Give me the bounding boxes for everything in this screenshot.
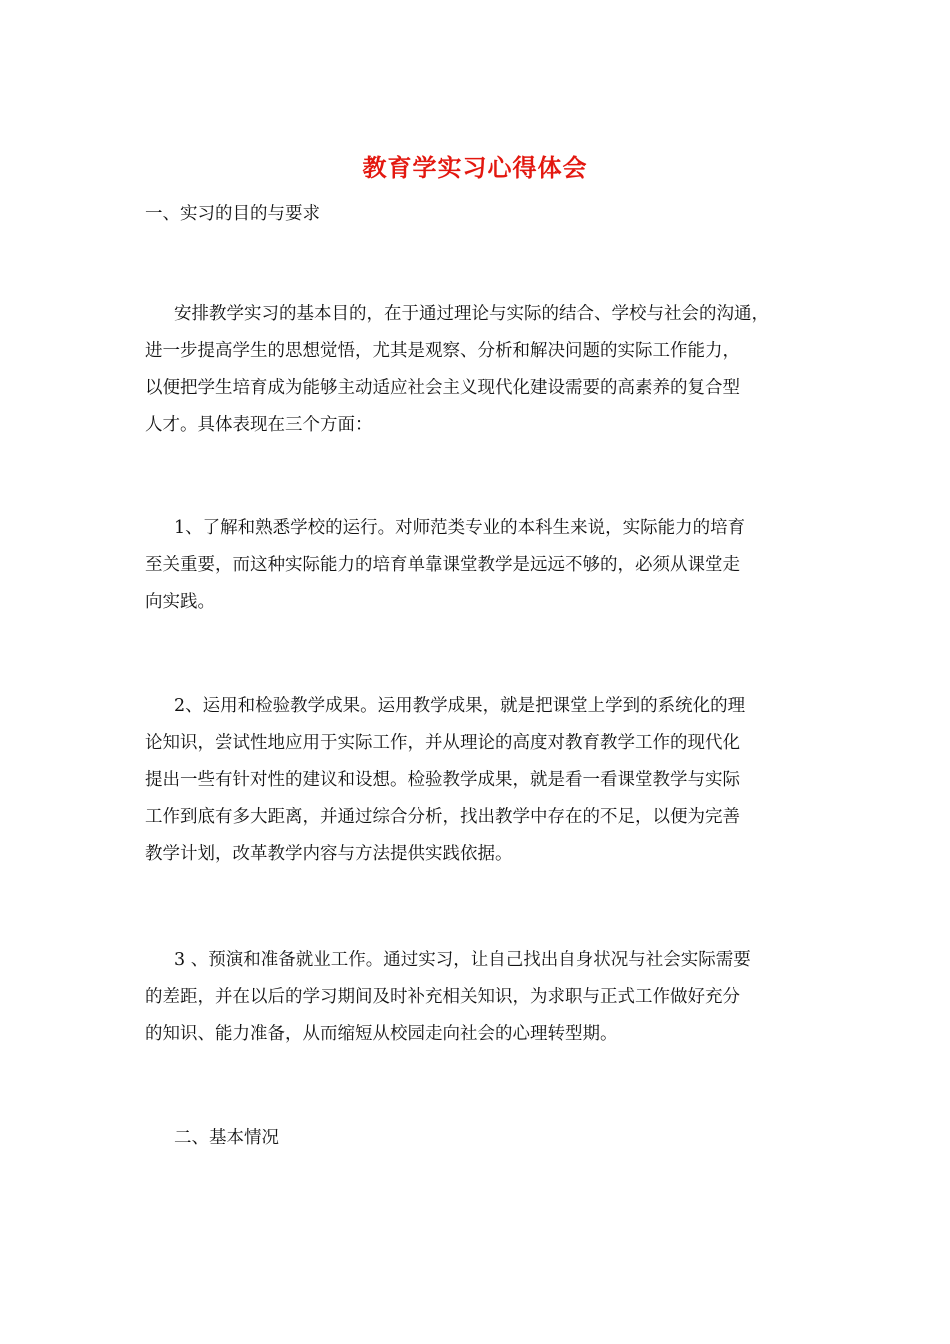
paragraph-line: 2、运用和检验教学成果。运用教学成果，就是把课堂上学到的系统化的理 bbox=[174, 696, 746, 716]
paragraph-line: 论知识，尝试性地应用于实际工作，并从理论的高度对教育教学工作的现代化 bbox=[145, 733, 740, 753]
document-title: 教育学实习心得体会 bbox=[362, 153, 588, 182]
paragraph-line: 教学计划，改革教学内容与方法提供实践依据。 bbox=[145, 844, 513, 864]
paragraph-line: 3 、预演和准备就业工作。通过实习，让自己找出自身状况与社会实际需要 bbox=[174, 950, 751, 970]
paragraph-line: 1、了解和熟悉学校的运行。对师范类专业的本科生来说，实际能力的培育 bbox=[174, 518, 746, 538]
paragraph-line: 向实践。 bbox=[145, 592, 215, 612]
section-heading-basics: 二、基本情况 bbox=[174, 1128, 279, 1148]
paragraph-line: 安排教学实习的基本目的，在于通过理论与实际的结合、学校与社会的沟通， bbox=[174, 304, 769, 324]
paragraph-point-2 bbox=[145, 688, 820, 873]
paragraph-point-1 bbox=[145, 510, 820, 621]
paragraph-line: 的知识、能力准备，从而缩短从校园走向社会的心理转型期。 bbox=[145, 1024, 618, 1044]
paragraph-line: 以便把学生培育成为能够主动适应社会主义现代化建设需要的高素养的复合型 bbox=[145, 378, 740, 398]
paragraph-line: 的差距，并在以后的学习期间及时补充相关知识，为求职与正式工作做好充分 bbox=[145, 987, 740, 1007]
paragraph-line: 提出一些有针对性的建议和设想。检验教学成果，就是看一看课堂教学与实际 bbox=[145, 770, 740, 790]
paragraph-line: 人才。具体表现在三个方面： bbox=[145, 415, 373, 435]
paragraph-line: 至关重要，而这种实际能力的培育单靠课堂教学是远远不够的，必须从课堂走 bbox=[145, 555, 740, 575]
paragraph-point-3 bbox=[145, 942, 820, 1053]
section-heading-purpose: 一、实习的目的与要求 bbox=[145, 204, 320, 224]
paragraph-purpose bbox=[145, 296, 820, 444]
paragraph-line: 进一步提高学生的思想觉悟，尤其是观察、分析和解决问题的实际工作能力， bbox=[145, 341, 740, 361]
paragraph-line: 工作到底有多大距离，并通过综合分析，找出教学中存在的不足，以便为完善 bbox=[145, 807, 740, 827]
